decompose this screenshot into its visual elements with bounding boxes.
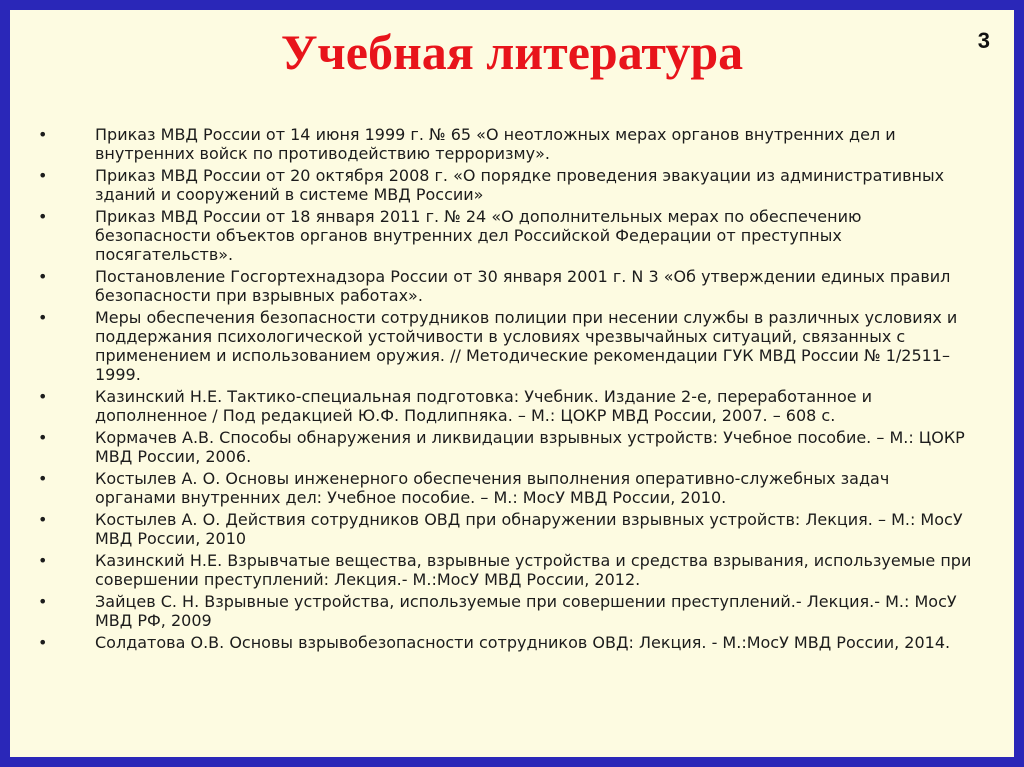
reference-list — [38, 125, 974, 655]
reference-item: • Кормачев А.В. Способы обнаружения и ликвидации взрывных устройств: Учебное пособие. – М.: ЦОКР МВД России, 2006. — [38, 428, 974, 466]
page-number: 3 — [977, 28, 990, 53]
reference-item: • Костылев А. О. Действия сотрудников ОВД при обнаружении взрывных устройств: Лекция. – М.: МосУ МВД России, 2010 — [38, 510, 974, 548]
reference-item: • Меры обеспечения безопасности сотрудников полиции при несении службы в различных условиях и поддержания психологической устойчивости в условиях чрезвычайных ситуаций, связанных с применением и использованием оружия. // Методические рекомендации ГУК МВД России № 1/2511–1999. — [38, 308, 974, 384]
reference-item: • Приказ МВД России от 14 июня 1999 г. № 65 «О неотложных мерах органов внутренних дел и внутренних войск по противодействию терроризму». — [38, 125, 974, 163]
reference-item: • Казинский Н.Е. Взрывчатые вещества, взрывные устройства и средства взрывания, используемые при совершении преступлений: Лекция.- М.:МосУ МВД России, 2012. — [38, 551, 974, 589]
reference-item: • Зайцев С. Н. Взрывные устройства, используемые при совершении преступлений.- Лекция.- М.: МосУ МВД РФ, 2009 — [38, 592, 974, 630]
slide — [10, 10, 1014, 757]
reference-item: • Приказ МВД России от 20 октября 2008 г. «О порядке проведения эвакуации из административных зданий и сооружений в системе МВД России» — [38, 166, 974, 204]
reference-item: • Солдатова О.В. Основы взрывобезопасности сотрудников ОВД: Лекция. - М.:МосУ МВД России, 2014. — [38, 633, 974, 652]
reference-item: • Приказ МВД России от 18 января 2011 г. № 24 «О дополнительных мерах по обеспечению безопасности объектов органов внутренних дел Российской Федерации от преступных посягательств». — [38, 207, 974, 264]
reference-item: • Постановление Госгортехнадзора России от 30 января 2001 г. N 3 «Об утверждении единых правил безопасности при взрывных работах». — [38, 267, 974, 305]
reference-item: • Костылев А. О. Основы инженерного обеспечения выполнения оперативно-служебных задач органами внутренних дел: Учебное пособие. – М.: МосУ МВД России, 2010. — [38, 469, 974, 507]
reference-item: • Казинский Н.Е. Тактико-специальная подготовка: Учебник. Издание 2-е, переработанное и дополненное / Под редакцией Ю.Ф. Подлипняка. – М.: ЦОКР МВД России, 2007. – 608 с. — [38, 387, 974, 425]
slide-title: Учебная литература — [280, 24, 744, 80]
